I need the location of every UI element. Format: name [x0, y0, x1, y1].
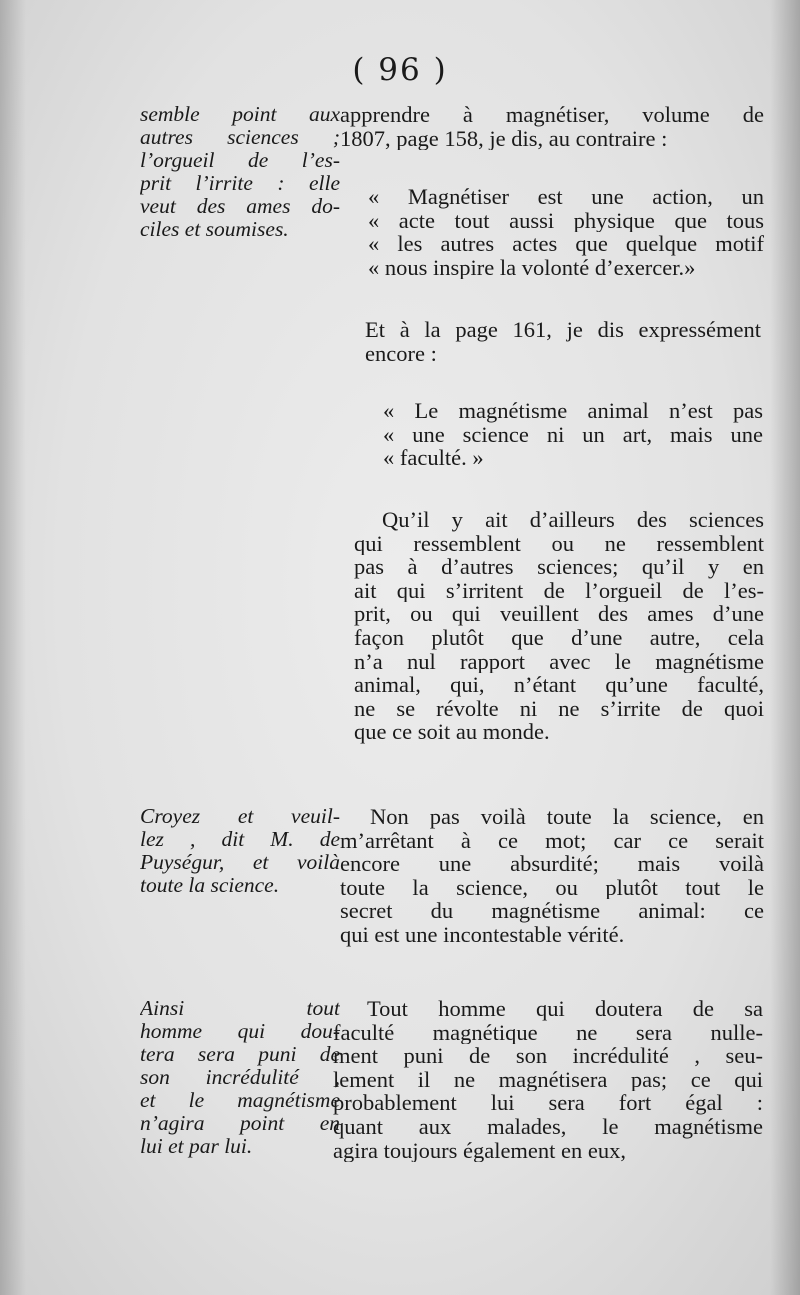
text-line: « une science ni un art, mais une — [383, 422, 763, 447]
margin-note-line: semble point aux — [140, 103, 340, 126]
text-line: qui ressemblent ou ne ressemblent — [354, 531, 764, 556]
margin-note-line: prit l’irrite : elle — [140, 172, 340, 195]
margin-note-line: veut des ames do- — [140, 195, 340, 218]
text-line: « Le magnétisme animal n’est pas — [383, 399, 763, 423]
text-line: ment puni de son incrédulité , seu- — [333, 1044, 763, 1068]
text-line: agira toujours également en eux, — [333, 1138, 627, 1163]
paragraph-4-quote — [383, 399, 763, 470]
margin-note-line: tera sera puni de — [140, 1043, 340, 1066]
text-line: m’arrêtant à ce mot; car ce serait — [340, 828, 764, 853]
paragraph-2-quote — [368, 185, 764, 279]
margin-note-line: autres sciences ; — [140, 126, 340, 149]
text-line: animal, qui, n’étant qu’une faculté, — [354, 673, 764, 697]
text-line: quant aux malades, le magnétisme — [333, 1114, 763, 1139]
text-line: « Magnétiser est une action, un — [368, 185, 764, 209]
margin-note-1 — [140, 103, 340, 241]
page-number: ( 96 ) — [352, 52, 448, 88]
margin-note-line: lui et par lui. — [140, 1135, 253, 1158]
text-line: toute la science, ou plutôt tout le — [340, 875, 764, 900]
margin-note-3 — [140, 997, 340, 1158]
text-line: que ce soit au monde. — [354, 720, 550, 744]
margin-note-line: lez , dit M. de — [140, 828, 340, 851]
text-line: encore : — [365, 341, 437, 366]
paragraph-3 — [365, 318, 761, 365]
margin-note-line: Croyez et veuil- — [140, 805, 340, 828]
text-line: « acte tout aussi physique que tous — [368, 208, 764, 233]
text-line: secret du magnétisme animal: ce — [340, 899, 764, 923]
text-line: ait qui s’irritent de l’orgueil de l’es- — [354, 578, 764, 603]
margin-note-line: Puységur, et voilà — [140, 851, 340, 874]
text-line: ne se révolte ni ne s’irrite de quoi — [354, 696, 764, 721]
margin-note-line: l’orgueil de l’es- — [140, 149, 340, 172]
text-line: encore une absurdité; mais voilà — [340, 852, 764, 876]
paragraph-7 — [333, 997, 763, 1162]
text-line: qui est une incontestable vérité. — [340, 922, 625, 947]
text-line: lement il ne magnétisera pas; ce qui — [333, 1067, 763, 1092]
text-line: « nous inspire la volonté d’exercer.» — [368, 255, 696, 280]
margin-note-line: ciles et soumises. — [140, 218, 289, 241]
text-line: apprendre à magnétiser, volume de — [340, 103, 764, 127]
text-line: « faculté. » — [383, 446, 484, 470]
margin-note-line: Ainsi tout — [140, 997, 340, 1020]
paragraph-1 — [340, 103, 764, 150]
text-line: Non pas voilà toute la science, en — [370, 805, 764, 829]
paragraph-5 — [354, 508, 764, 744]
text-line: Et à la page 161, je dis expressément — [365, 318, 761, 342]
text-line: « les autres actes que quelque motif — [368, 232, 764, 256]
margin-note-line: homme qui dou- — [140, 1020, 340, 1043]
text-line: pas à d’autres sciences; qu’il y en — [354, 555, 764, 579]
margin-note-line: n’agira point en — [140, 1112, 340, 1135]
text-line: probablement lui sera fort égal : — [333, 1091, 763, 1115]
paragraph-6 — [340, 805, 764, 947]
text-line: Tout homme qui doutera de sa — [367, 997, 763, 1021]
text-line: n’a nul rapport avec le magnétisme — [354, 649, 764, 674]
text-line: façon plutôt que d’une autre, cela — [354, 625, 764, 650]
margin-note-2 — [140, 805, 340, 897]
margin-note-line: et le magnétisme — [140, 1089, 340, 1112]
text-line: Qu’il y ait d’ailleurs des sciences — [382, 508, 764, 532]
margin-note-line: toute la science. — [140, 874, 280, 897]
text-line: prit, ou qui veuillent des ames d’une — [354, 602, 764, 626]
text-line: 1807, page 158, je dis, au contraire : — [340, 126, 668, 151]
margin-note-line: son incrédulité , — [140, 1066, 340, 1089]
text-line: faculté magnétique ne sera nulle- — [333, 1020, 763, 1045]
